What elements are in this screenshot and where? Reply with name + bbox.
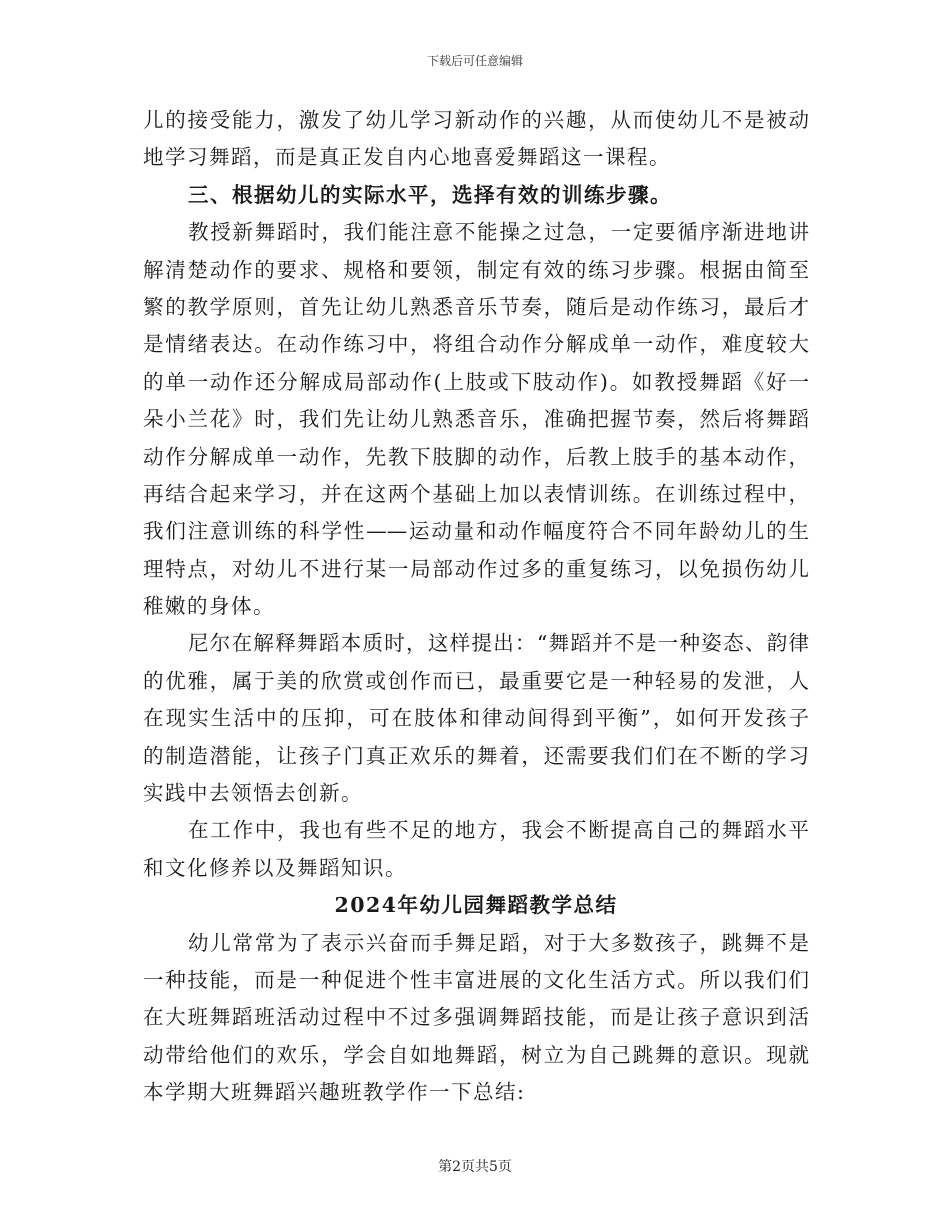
- text-line: 在现实生活中的压抑，可在肢体和律动间得到平衡”，如何开发孩子: [143, 706, 809, 731]
- text-line: 教授新舞蹈时，我们能注意不能操之过急，一定要循序渐进地讲: [188, 220, 809, 245]
- text-line: 和文化修养以及舞蹈知识。: [143, 855, 407, 880]
- text-line: 的单一动作还分解成局部动作(上肢或下肢动作)。如教授舞蹈《好一: [143, 369, 809, 394]
- text-line: 本学期大班舞蹈兴趣班教学作一下总结:: [143, 1080, 526, 1105]
- document-title: 2024年幼儿园舞蹈教学总结: [334, 893, 618, 918]
- text-line: 动带给他们的欢乐，学会自如地舞蹈，树立为自己跳舞的意识。现就: [143, 1042, 809, 1067]
- text-line: 是情绪表达。在动作练习中，将组合动作分解成单一动作，难度较大: [143, 332, 809, 357]
- text-line: 地学习舞蹈，而是真正发自内心地喜爱舞蹈这一课程。: [143, 145, 671, 170]
- text-line: 解清楚动作的要求、规格和要领，制定有效的练习步骤。根据由简至: [143, 257, 809, 282]
- text-line: 再结合起来学习，并在这两个基础上加以表情训练。在训练过程中，: [143, 481, 809, 506]
- page-header: 下载后可任意编辑: [426, 54, 523, 68]
- text-line: 我们注意训练的科学性——运动量和动作幅度符合不同年龄幼儿的生: [143, 519, 809, 544]
- text-line: 繁的教学原则，首先让幼儿熟悉音乐节奏，随后是动作练习，最后才: [143, 294, 809, 319]
- text-line: 的优雅，属于美的欣赏或创作而已，最重要它是一种轻易的发泄，人: [143, 668, 809, 693]
- text-line: 朵小兰花》时，我们先让幼儿熟悉音乐，准确把握节奏，然后将舞蹈: [143, 407, 809, 432]
- text-line: 实践中去领悟去创新。: [143, 781, 363, 806]
- text-line: 的制造潜能，让孩子门真正欢乐的舞着，还需要我们们在不断的学习: [143, 743, 809, 768]
- text-line: 动作分解成单一动作，先教下肢脚的动作，后教上肢手的基本动作，: [143, 444, 809, 469]
- section-heading: 三、根据幼儿的实际水平，选择有效的训练步骤。: [188, 182, 672, 207]
- text-line: 幼儿常常为了表示兴奋而手舞足蹈，对于大多数孩子，跳舞不是: [188, 930, 809, 955]
- text-line: 理特点，对幼儿不进行某一局部动作过多的重复练习，以免损伤幼儿: [143, 556, 809, 581]
- document-body: [143, 102, 809, 1112]
- text-line: 稚嫩的身体。: [143, 594, 275, 619]
- text-line: 在大班舞蹈班活动过程中不过多强调舞蹈技能，而是让孩子意识到活: [143, 1005, 809, 1030]
- text-line: 儿的接受能力，激发了幼儿学习新动作的兴趣，从而使幼儿不是被动: [143, 108, 809, 132]
- text-line: 一种技能，而是一种促进个性丰富进展的文化生活方式。所以我们们: [143, 967, 809, 992]
- page-footer: 第2页共5页: [438, 1159, 512, 1175]
- text-line: 尼尔在解释舞蹈本质时，这样提出：“舞蹈并不是一种姿态、韵律: [188, 631, 809, 656]
- text-line: 在工作中，我也有些不足的地方，我会不断提高自己的舞蹈水平: [188, 818, 809, 843]
